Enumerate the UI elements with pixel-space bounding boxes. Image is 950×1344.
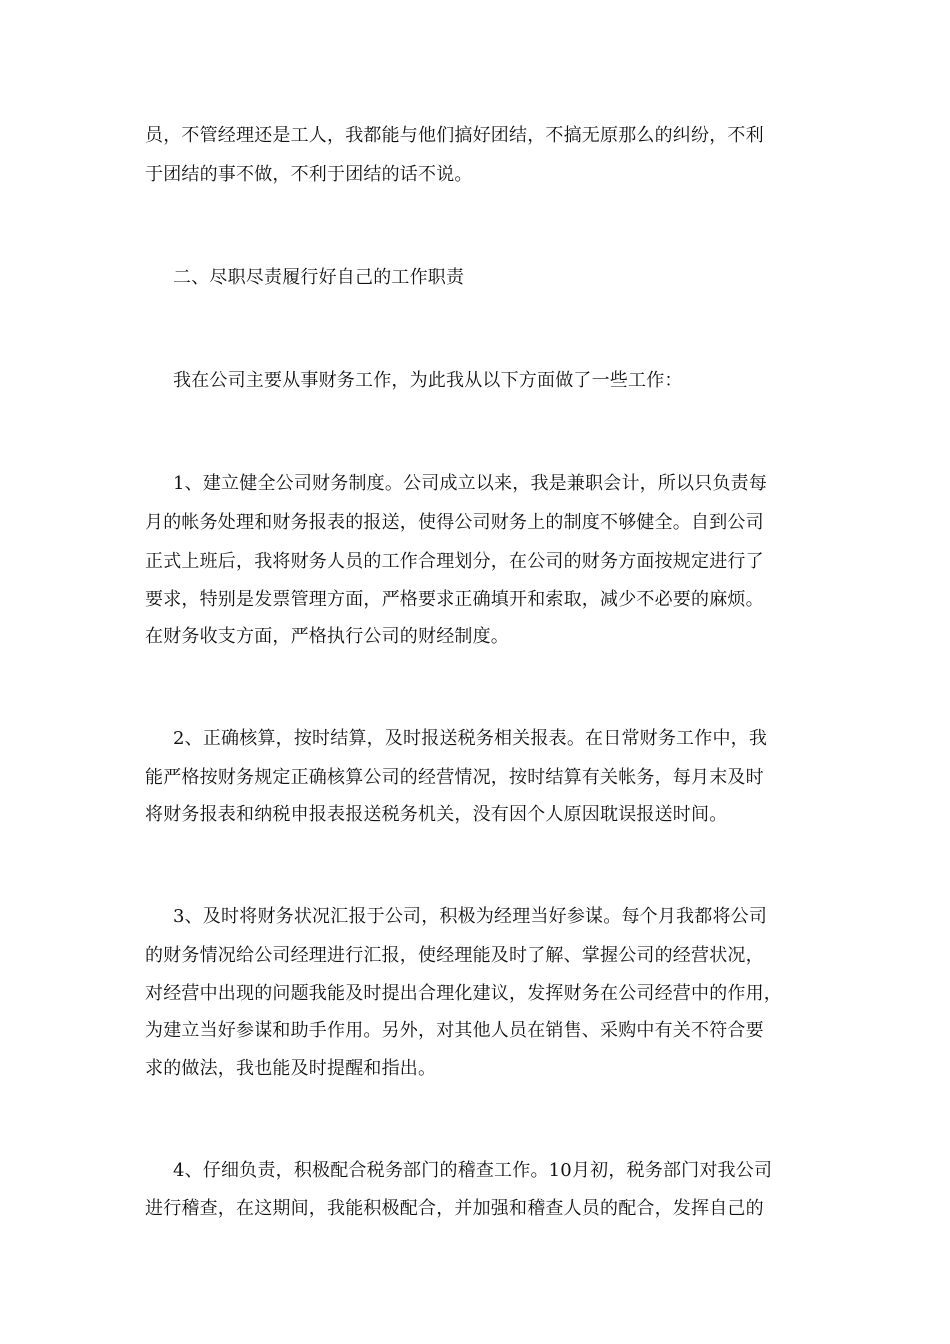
item-2-line-1: 2、正确核算，按时结算，及时报送税务相关报表。在日常财务工作中，我 <box>173 728 768 749</box>
item-1-line-1: 1、建立健全公司财务制度。公司成立以来，我是兼职会计，所以只负责每 <box>173 473 768 494</box>
paragraph-1-line-1: 员，不管经理还是工人，我都能与他们搞好团结，不搞无原那么的纠纷，不利 <box>145 125 764 146</box>
item-2-line-2: 能严格按财务规定正确核算公司的经营情况，按时结算有关帐务，每月末及时 <box>145 767 764 788</box>
item-1-line-2: 月的帐务处理和财务报表的报送，使得公司财务上的制度不够健全。自到公司 <box>145 512 764 533</box>
item-3-line-2: 的财务情况给公司经理进行汇报，使经理能及时了解、掌握公司的经营状况， <box>145 945 764 966</box>
section-heading: 二、尽职尽责履行好自己的工作职责 <box>173 267 465 288</box>
item-3-line-1: 3、及时将财务状况汇报于公司，积极为经理当好参谋。每个月我都将公司 <box>173 906 768 927</box>
item-3-line-5: 求的做法，我也能及时提醒和指出。 <box>145 1058 437 1079</box>
item-4-line-1: 4、仔细负责，积极配合税务部门的稽查工作。10月初，税务部门对我公司 <box>173 1160 773 1181</box>
paragraph-1-line-2: 于团结的事不做，不利于团结的话不说。 <box>145 164 473 185</box>
intro-paragraph: 我在公司主要从事财务工作，为此我从以下方面做了一些工作： <box>173 370 683 391</box>
item-1-line-5: 在财务收支方面，严格执行公司的财经制度。 <box>145 626 509 647</box>
item-2-line-3: 将财务报表和纳税申报表报送税务机关，没有因个人原因耽误报送时间。 <box>145 804 728 825</box>
item-1-line-4: 要求，特别是发票管理方面，严格要求正确填开和索取，减少不必要的麻烦。 <box>145 589 764 610</box>
item-3-line-3: 对经营中出现的问题我能及时提出合理化建议，发挥财务在公司经营中的作用， <box>145 983 782 1004</box>
item-1-line-3: 正式上班后，我将财务人员的工作合理划分，在公司的财务方面按规定进行了 <box>145 551 764 572</box>
item-4-line-2: 进行稽查，在这期间，我能积极配合，并加强和稽查人员的配合，发挥自己的 <box>145 1198 764 1219</box>
item-3-line-4: 为建立当好参谋和助手作用。另外，对其他人员在销售、采购中有关不符合要 <box>145 1020 764 1041</box>
